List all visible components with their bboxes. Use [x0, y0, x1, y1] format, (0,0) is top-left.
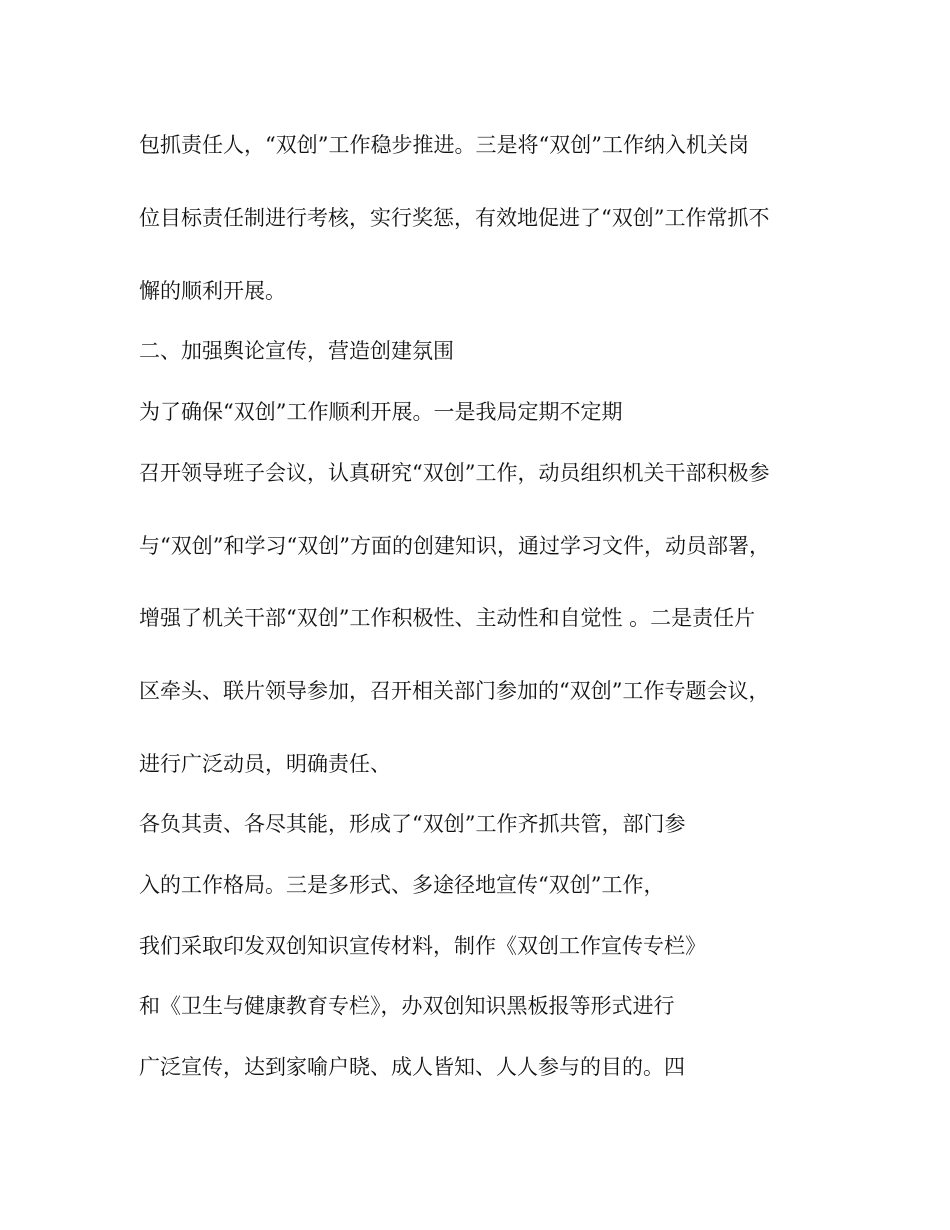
paragraph-line: 和《卫生与健康教育专栏》，办双创知识黑板报等形式进行 [139, 994, 675, 1018]
section-heading: 二、加强舆论宣传，营造创建氛围 [139, 339, 454, 363]
paragraph-line: 懈的顺利开展。 [139, 279, 286, 303]
paragraph-line: 广泛宣传，达到家喻户晓、成人皆知、人人参与的目的。四 [139, 1055, 685, 1079]
paragraph-line: 为了确保“双创”工作顺利开展。一是我局定期不定期 [139, 400, 623, 424]
paragraph-line: 进行广泛动员，明确责任、 [139, 752, 391, 776]
paragraph-line: 位目标责任制进行考核，实行奖惩，有效地促进了“双创”工作常抓不 [139, 206, 770, 230]
paragraph-line: 包抓责任人，“双创”工作稳步推进。三是将“双创”工作纳入机关岗 [139, 133, 749, 157]
paragraph-line: 召开领导班子会议，认真研究“双创”工作，动员组织机关干部积极参 [139, 461, 770, 485]
paragraph-line: 与“双创”和学习“双创”方面的创建知识，通过学习文件，动员部署， [139, 534, 770, 558]
paragraph-line: 各负其责、各尽其能，形成了“双创”工作齐抓共管，部门参 [139, 812, 686, 836]
paragraph-line: 区牵头、联片领导参加，召开相关部门参加的“双创”工作专题会议， [139, 679, 770, 703]
paragraph-line: 我们采取印发双创知识宣传材料，制作《双创工作宣传专栏》 [139, 934, 706, 958]
paragraph-line: 入的工作格局。三是多形式、多途径地宣传“双创”工作， [139, 873, 665, 897]
paragraph-line: 增强了机关干部“双创”工作积极性、主动性和自觉性 。二是责任片 [139, 606, 756, 630]
